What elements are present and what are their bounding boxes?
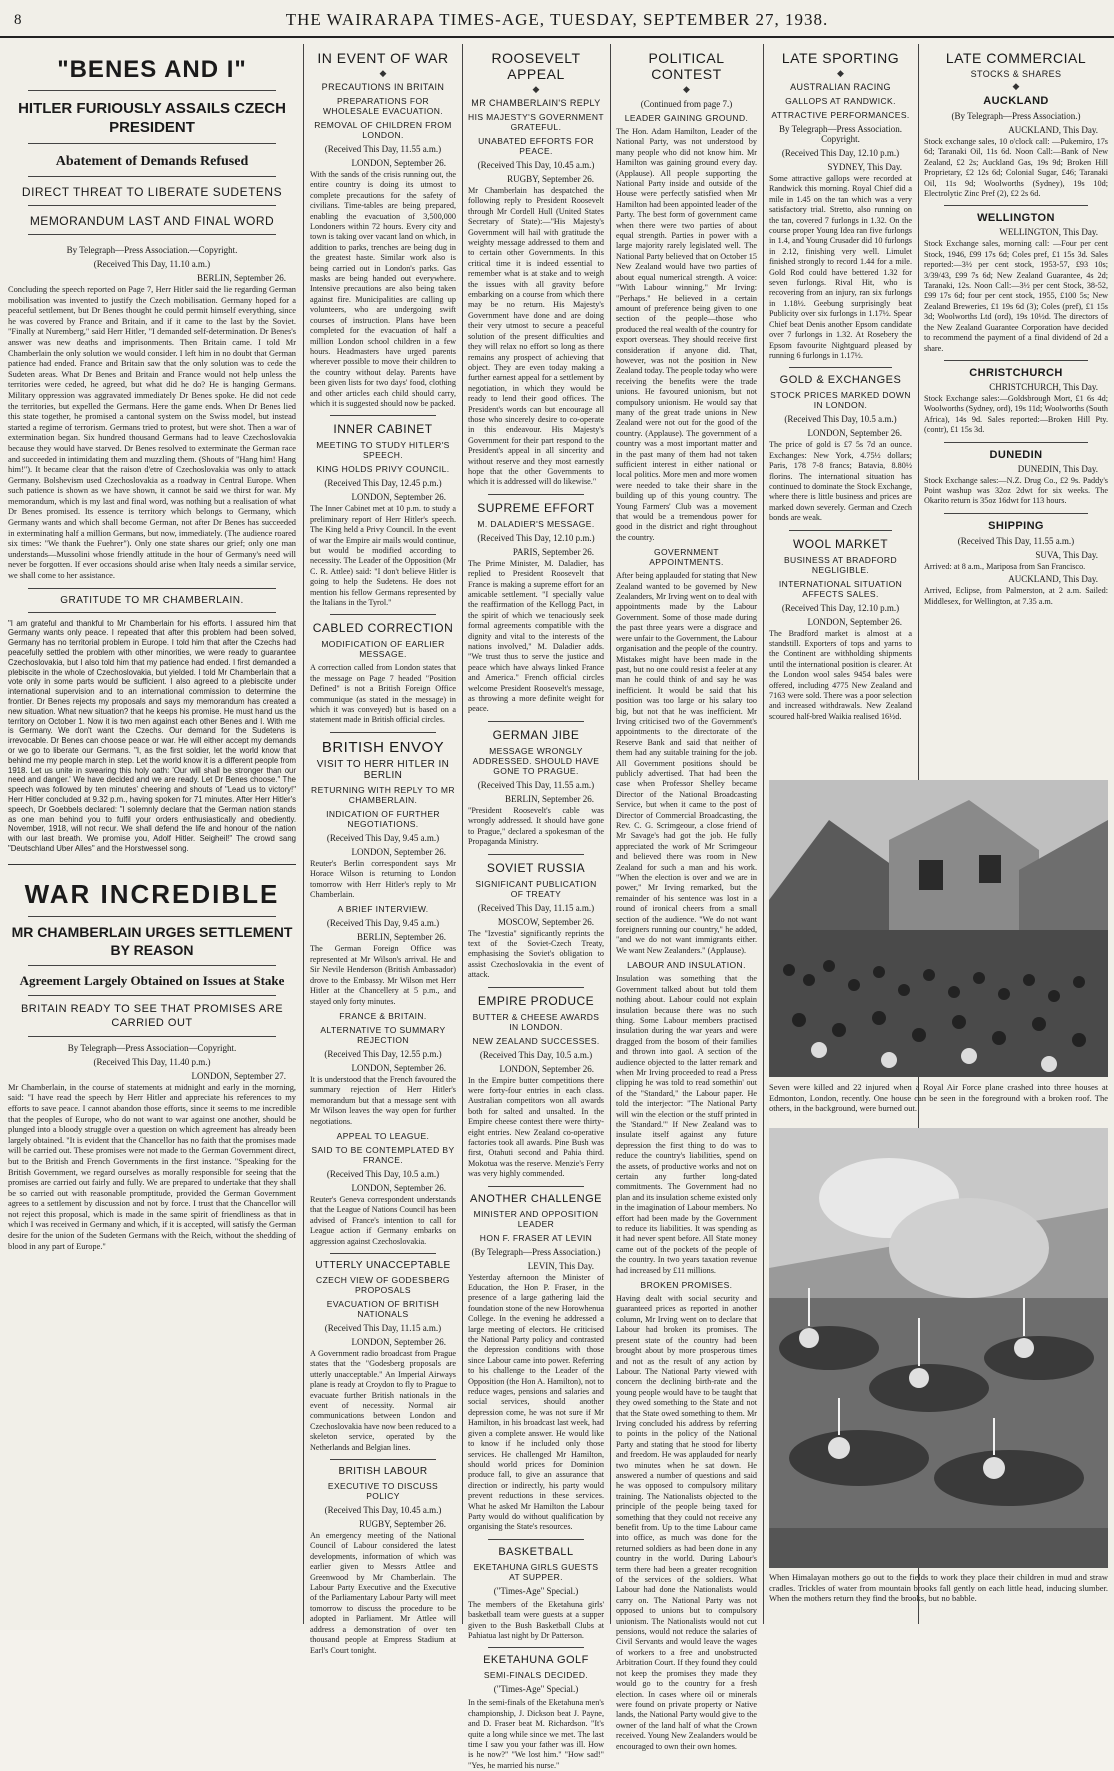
dateline: LONDON, September 26. [807,616,902,627]
page-number: 8 [14,12,22,28]
subhead-wellington: WELLINGTON [977,212,1055,225]
dateline: AUCKLAND, This Day. [1008,125,1098,135]
received-time: (Received This Day, 9.45 a.m.) [326,918,440,929]
subhead: MR CHAMBERLAIN'S REPLY [471,98,601,108]
subhead-soviet-russia: SOVIET RUSSIA [486,860,586,875]
section-roosevelt-appeal: ROOSEVELT APPEAL [491,50,581,82]
subhead: LABOUR AND INSULATION. [627,960,746,971]
dateline: LONDON, September 26. [351,846,446,857]
headline-war-incredible: WAR INCREDIBLE [24,878,280,909]
photo-caption-plane-crash: Seven were killed and 22 injured when a Royal Air Force plane crashed into three houses at Edmonton, London, recently. One house can be seen in the foreground with a broken roof. The others, in the background, were burned out. [769,1082,1108,1113]
received-time: (Received This Day, 9.45 a.m.) [326,832,440,843]
article-body: Stock Exchange sales, morning call: —Four per cent Stock, 1946, £99 17s 6d; Coles pref, £1 15s 3d. Sales reported:—3½ per cent stock, 1953-57, £93 10s; 3/39/43, £99 7s 6d; New Zealand Guarantee, 4s 2d; Taranaki, 12s. Noon Call:—3½ per cent Stock, 38-52, £99 17s 6d; four per cent stock, 1955, £100 5s; New Zealand Breweries, £1 19s 6d (3); Coles (pref), £1 15s 3d; Woolworths Ltd (ord), 19s 10½d. The directors of the New Zealand Guarantee Corporation have decided to recommend the payment of a final dividend of 2d a share. [924,239,1108,353]
divider [944,205,1088,206]
section-in-event-of-war: IN EVENT OF WAR [317,50,449,66]
subhead: AUSTRALIAN RACING [790,82,891,92]
subhead: MINISTER AND OPPOSITION LEADER [473,1208,599,1229]
article-body: Reuter's Geneva correspondent understands that the League of Nations Council has been advised of France's intention to call for League action if Germany embarks on aggression against Czechoslovakia. [310,1194,456,1246]
dinkus-ornament: ◆ [683,85,690,95]
divider [488,987,584,988]
subhead: MODIFICATION OF EARLIER MESSAGE. [321,639,445,660]
dinkus-ornament: ◆ [379,69,387,79]
subhead: BUTTER & CHEESE AWARDS IN LONDON. [472,1011,600,1032]
dateline: LONDON, September 27. [191,1070,286,1081]
article-body: Stock Exchange sales:—Goldsbrough Mort, £1 6s 4d; Woolworths (Sydney, ord), 19s 11d; Woolworths (South Africa), 14s 9d. Sales reported:—Broken Hill Pty. (contr), £1 15s 3d. [924,393,1108,435]
divider [28,205,276,206]
subhead: LEADER GAINING GROUND. [624,113,749,123]
dateline: RUGBY, September 26. [507,174,594,184]
article-body: Having dealt with social security and guaranteed prices as reported in another column, Mr Irving went on to declare that Labour had broken its promises. The present state of the country had been brought about by more prosperous times and not as the result of any action by Labour. The National Party viewed with concern the declining birth-rate and the young people would have to be taught that they owed something to the State and not that the State owed something to them. Mr Irving concluded his address by referring to points in the policy of the National Party and stating that he stood for liberty and freedom. He was applauded for nearly two minutes when he sat down. He answered a number of questions and said he was opposed to compulsory military training. The Nationalists objected to the principle of the people being taxed for something that they could not receive any benefit from. Up to the time Labour came into office, as much was done for the returned soldiers as had been done in any country in the world. During Labour's term there had been a greater recognition of the services of the soldiers. What Labour had done the Nationalists would carry on. The National Party was not opposed to unions but to compulsory unionism. The Nationalists would not cut pensions, would not reduce the salaries of Civil Servants and would leave the wages of workers to a free and unobstructed Arbitration Court. If they found they could not keep the promises they made they would go to the country for a fresh election. In cases where oil or minerals were found on private property or Native lands, the National Party would give to the owner of the land half of what the Crown received. Young New Zealanders would be encouraged to own their own homes. [616,1294,757,1751]
article-body: Arrived, Eclipse, from Palmerston, at 2 a.m. Sailed: Middlesex, for Wellington, at 7.35 a.m. [924,586,1108,606]
divider [330,732,436,733]
divider [28,143,276,144]
article-body: The Inner Cabinet met at 10 p.m. to study a preliminary report of Herr Hitler's speech. The King held a Privy Council. In the event of war the Empire air mails would continue, but would be modified according to necessity. The Leader of the Opposition (Mr C. R. Attlee) said: "I don't believe Hitler is going to help the Sudetens. He does not mention his fellow Germans represented by the Italians in the Tyrol." [310,504,456,607]
photo-himalayan-cradles-art [769,1128,1108,1568]
received-time: (Received This Day, 10.5 a.m.) [479,1049,593,1060]
dateline: SYDNEY, This Day. [827,162,902,172]
article-body: The "Izvestia" significantly reprints the text of the Soviet-Czech Treaty, emphasising the Soviet's obligation to assist Czechoslovakia in the event of attack. [468,928,604,980]
article-body: The price of gold is £7 5s 7d an ounce. Exchanges: New York, 4.75½ dollars; Paris, 178 7-8 francs; Batavia, 8.80½ florins. The international situation has continued to dominate the Stock Exchange, where there is little business and prices are marked down severely. German and Czech bonds are weak. [769,440,912,523]
received-time: (Received This Day, 12.10 p.m.) [781,602,900,613]
divider [8,864,296,865]
subhead: CZECH VIEW OF GODESBERG PROPOSALS [316,1274,450,1295]
section-political-contest: POLITICAL CONTEST [648,50,725,82]
received-time: (Received This Day, 10.5 a.m.) [784,414,897,425]
subhead-wool-market: WOOL MARKET [792,536,889,551]
dinkus-ornament: ◆ [1012,82,1020,92]
dateline: DUNEDIN, This Day. [1017,463,1098,474]
subhead: NEW ZEALAND SUCCESSES. [472,1035,600,1046]
subhead: UNABATED EFFORTS FOR PEACE. [478,136,594,156]
received-time: (Received This Day, 11.55 a.m.) [477,779,595,790]
section-late-sporting: LATE SPORTING [781,50,900,66]
subhead: MESSAGE WRONGLY ADDRESSED. SHOULD HAVE GONE TO PRAGUE. [472,745,600,776]
article-body: In the semi-finals of the Eketahuna men's championship, J. Dickson beat J. Payne, and D. Fraser beat M. Richardson. "It's quite a long while since we met. The last time I saw you your father was ill. How is he now?" "We lost him." "How sad!" "Yes, he married his nurse." [468,1698,604,1770]
dateline: LONDON, September 26. [499,1063,594,1074]
article-body: Stock Exchange sales:—N.Z. Drug Co., £2 9s. Paddy's Point washup was 32oz 2dwt for six weeks. The Okarito return is 35oz 16dwt for 113 hours. [924,475,1108,506]
article-body: Reuter's Berlin correspondent says Mr Horace Wilson is returning to London tomorrow with Herr Hitler's reply to Mr Chamberlain. [310,858,456,900]
column-rule [303,44,304,1624]
dateline: LONDON, September 26. [351,1062,446,1073]
subhead: GOVERNMENT APPOINTMENTS. [649,547,724,568]
subhead: HON F. FRASER AT LEVIN [479,1232,593,1243]
subhead: SAID TO BE CONTEMPLATED BY FRANCE. [311,1144,455,1165]
column-political-contest [616,44,757,1751]
column-in-event-of-war [310,44,456,1655]
dateline: CHRISTCHURCH, This Day. [989,381,1098,392]
subhead-cabled-correction: CABLED CORRECTION [312,621,454,636]
divider [944,442,1088,443]
article-body: It is understood that the French favoured the summary rejection of Herr Hitler's memorandum but that a message sent with Mr Wilson leaves the way open for further negotiations. [310,1074,456,1126]
newspaper-title: THE WAIRARAPA TIMES-AGE, TUESDAY, SEPTEMBER 27, 1938. [285,10,829,29]
dateline: LONDON, September 26. [351,1336,446,1347]
subhead: BROKEN PROMISES. [640,1280,733,1291]
column-rule [610,44,611,1624]
dateline: BERLIN, September 26. [357,932,446,943]
divider [488,1186,584,1187]
dateline: LONDON, September 26. [807,428,902,439]
received-time: (Received This Day, 12.45 p.m.) [324,478,442,489]
headline-benes: "BENES AND I" [57,56,247,83]
photo-caption-himalayan: When Himalayan mothers go out to the fields to work they place their children in mud and straw cradles. Trickles of water from mountain brooks fall gently on each little head, inducing slumber. When the mothers return they find the brooks, but no babble. [769,1572,1108,1603]
article-body: Insulation was something that the Government talked about but told them nothing about. Labour could not explain insulation because there was no such thing. Some Labour members practised insulation during the war years and were dragged from the bosom of their families and thrown into gaol. A section of the audience objected to the latter remark and when Mr Irving proceeded to read a Press clipping he was told to read somethin' out of the "Standard," the Labour paper. He told the interjector: "The National Party will win the election or the stuff printed in the 'Standard.'" If New Zealand was to insulate itself against any future depression the first thing to do was to reduce the country's liabilities, spend on the assets, of productive works and not on certain any further long-dated commitments. The Government had no plan and its insulation scheme existed only in the imagination of Labour members. No effort had been made by the Government to reduce its liabilities. It was spending as it had never spent before. All State money came out of the pockets of the people of the country. In two years taxation revenue had increased by £11 millions. [616,974,757,1275]
received-time: (Received This Day, 12.10 p.m.) [781,148,900,158]
dateline: PARIS, September 26. [512,546,594,557]
article-body: The Prime Minister, M. Daladier, has replied to President Roosevelt that France is making a supreme effort for an amicable settlement. "I specially value the reaffirmation of the Kellogg Pact, in the spirit of which we tenaciously seek formal agreements compatible with the dignity and vital to the interests of the nations involved," M. Daladier adds. "We trust thus to serve the justice and peace which have always linked France and America." French official circles welcome President Roosevelt's message, as throwing a more definite weight for peace. [468,558,604,714]
received-time: (Received This Day, 11.55 a.m.) [324,144,442,154]
continued-note: (Continued from page 7.) [640,99,733,109]
dateline: SUVA, This Day. [1035,549,1098,560]
subhead: EXECUTIVE TO DISCUSS POLICY [327,1481,439,1502]
received-time: (Received This Day, 12.10 p.m.) [477,532,595,543]
subhead: KING HOLDS PRIVY COUNCIL. [316,464,450,475]
divider [488,1539,584,1540]
dateline: RUGBY, September 26. [359,1519,446,1530]
subhead: PREPARATIONS FOR WHOLESALE EVACUATION. [322,96,444,116]
column-roosevelt-appeal [468,44,604,1770]
byline: (By Telegraph—Press Association.) [471,1246,601,1257]
byline: By Telegraph—Press Association. Copyright. [779,124,902,144]
column-benes-and-i [8,44,296,1624]
dateline: LEVIN, This Day. [527,1260,594,1271]
subhead-memorandum: MEMORANDUM LAST AND FINAL WORD [29,214,275,228]
divider [488,1647,584,1648]
subhead-dunedin: DUNEDIN [989,448,1043,461]
subhead: M. DALADIER'S MESSAGE. [477,518,595,529]
subhead: INDICATION OF FURTHER NEGOTIATIONS. [326,808,440,829]
subhead: STOCK PRICES MARKED DOWN IN LONDON. [770,390,911,411]
subhead-eketahuna-golf: EKETAHUNA GOLF [483,1654,589,1667]
received-time: (Received This Day, 11.40 p.m.) [93,1056,211,1067]
dateline: BERLIN, September 26. [505,793,594,804]
divider [330,614,436,615]
subhead: SEMI-FINALS DECIDED. [483,1670,589,1681]
subhead-british-envoy: BRITISH ENVOY [321,738,445,756]
divider [944,360,1088,361]
subhead: BUSINESS AT BRADFORD NEGLIGIBLE. [783,554,897,575]
subhead-abatement: Abatement of Demands Refused [55,154,249,169]
subhead: EKETAHUNA GIRLS GUESTS AT SUPPER. [473,1561,599,1582]
article-body: The German Foreign Office was represented at Mr Wilson's arrival. He and Sir Nevile Henderson (British Ambassador) drove to the Embassy. Mr Wilson met Herr Hitler at the Chancellery at 5 p.m., and stayed only forty minutes. [310,944,456,1006]
divider [28,1036,276,1037]
subhead: FRANCE & BRITAIN. [339,1010,427,1021]
masthead [0,0,1114,38]
article-body: After being applauded for stating that New Zealand wanted to be governed by New Zealanders, Mr Irving went on to deal with appointments made by the Labour Government. Some of those made during the past three years were a disgrace and were unfair to the Government, the Labour organisation and the people of the country. Mistakes might have been made in the past, but no one could resist a feeler at any man he could think of and say he was inefficient. It would be said that his position was too large or his salary too big, but not that he was inefficient. Mr Irving criticised two of the Government's appointments to the directorate of the Reserve Bank and said that neither of them had any suitable training for the job. All Government positions should be publicly advertised. That had been the case when Professor Shelley became Director of the National Broadcasting Service, but when it came to the post of Director of Commercial Broadcasting, the Rev. C. G. Scrimgeour, a close friend of Mr Savage's had got the job. He fully appreciated the work of Mr Scrimgeour and believed there was room in New Zealand for such a man and his work. "When the election is over and we are in power," Mr Irving remarked, but the remainder of his sentence was lost in a round of ironical cheers from a small section of the audience. "We do not want foreigners running our country," he added, "and we do not want immigrants either. We want New Zealanders." (Applause). [616,571,757,955]
divider [488,854,584,855]
subhead-another-challenge: ANOTHER CHALLENGE [470,1192,602,1205]
divider [789,530,892,531]
divider [330,1253,436,1254]
subhead-agreement: Agreement Largely Obtained on Issues at Stake [19,972,285,988]
subhead-christchurch: CHRISTCHURCH [969,366,1063,379]
article-body: With the sands of the crisis running out, the entire country is doing its utmost to complete precautions for the safety of civilians. Time-tables are being prepared, enabling the evacuation of 3,500,000 Londoners within 72 hours. Every city and town is taking over vacant land on which, in addition to parks, trenches are being dug in the greatest haste. Similar work also is being carried out in London's parks. Gas masks are being handed out everywhere. Intensive precautions are also being taken against fire. Municipalities are calling up volunteers, who are undergoing swift courses of instruction. Plans have been completed for the evacuation of half a million London school children in a few hours. Headmasters have urged parents wherever possible to move their children to the country without delay. Parents have been given lists for two days' food, clothing and other articles each child should carry, which it is suggested should now be packed. [310,170,456,408]
subhead: GALLOPS AT RANDWICK. [785,96,896,106]
subhead: STOCKS & SHARES [970,69,1062,79]
divider [330,415,436,416]
received-time: (Received This Day, 11.10 a.m.) [93,259,211,269]
article-body: Some attractive gallops were recorded at Randwick this morning. Royal Chief did a mile in 1.45 on the tan which was a very satisfactory trial. Stretto, also running on the tan, covered 7 furlongs in 1.32. On the course proper Young Idea ran five furlongs in 1.4, and Young Crusader did 10 furlongs in 2.12, finishing very well. Limulet finished strongly to record 1.44 for a mile. Gold Rod could have bettered 1.32 for seven furlongs. Rival Hit, who is recovering from an injury, ran six furlongs in 1.18½. Geebung surprisingly beat Publicity over six furlongs in 1.17½. Spear Chief beat Denis another Epsom candidate over 7 furlongs in 1.32. At Rosebery the Epsom favourite Nightguard pleased by running 6 furlongs in 1.17½. [769,174,912,360]
divider [28,176,276,177]
article-body: A correction called from London states that the message on Page 7 headed "Position Defined" is not a British Foreign Office communique (as stated in the message) in which it was conveyed) but is based on a statement made in British official circles. [310,663,456,725]
divider [28,612,276,613]
subhead-shipping: SHIPPING [988,519,1044,532]
subhead-gratitude: GRATITUDE TO MR CHAMBERLAIN. [60,594,244,606]
article-body: An emergency meeting of the National Council of Labour considered the latest developments, information of which was earlier given to Messrs Attlee and Greenwood by Mr Chamberlain. The Labour Party Executive and the Executive of the Parliamentary Labour Party will meet tomorrow to discuss the procedure to be adopted in Parliament. Mr Attlee will address a demonstration of over ten thousand people at Empress Stadium at Earl's Court tonight. [310,1531,456,1655]
subhead-direct-threat: DIRECT THREAT TO LIBERATE SUDETENS [21,185,283,199]
article-body: "President Roosevelt's cable was wrongly addressed. It should have gone to Prague," declared a spokesman of the Propaganda Ministry. [468,805,604,847]
subhead-german-jibe: GERMAN JIBE [492,727,580,742]
received-time: (Received This Day, 10.45 a.m.) [477,160,595,170]
article-body: In the Empire butter competitions there were forty-four entries in each class. Australian competitors won all awards both for salted and unsalted. In the Empire cheese contest there were thirty-eight entries. New Zealand co-operative factories took all awards. Pine Bush was first, Otahuti second and Pahia third. Mokotua was the reserve. Menzie's Ferry was very highly commended. [468,1075,604,1179]
article-body: The Bradford market is almost at a standstill. Exporters of tops and yarns to the Continent are withholding shipments until the international position is clearer. At the London wool sales 9454 bales were offered, including 4775 New Zealand and 7163 were sold. There was a poor selection and increased withdrawals. New Zealand scoured half-bred Waikia realised 16½d. [769,628,912,721]
dinkus-ornament: ◆ [837,69,844,79]
dateline: BERLIN, September 26. [197,273,286,283]
dateline: LONDON, September 26. [351,158,446,168]
article-body: A Government radio broadcast from Prague states that the "Godesberg proposals are utterly unacceptable." An Imperial Airways plane is ready at Croydon to fly to Prague to evacuate further British nationals in the event of necessity. Normal air communications between London and Czechoslovakia have now been reduced to a skeleton service, operated by the Netherlands and Belgian lines. [310,1348,456,1452]
divider [28,90,276,91]
divider [28,995,276,996]
article-body: "I am grateful and thankful to Mr Chamberlain for his efforts. I assured him that Germany wants only peace. I repeated that after this problem had been solved, Germany has no territorial problem in Europe. I told him that after the Czechs had peacefully settled the problem with other minorities, we were ready to guarantee Czechoslovakia, but I also told him that my patience had ended. I first demanded a plebiscite in the whole of Czechoslovakia, but yielded. I told Mr Chamberlain that a vote only in some parts would be sufficient. I also agreed to a plebiscite under international supervision and to an international commission to determine the frontier. Dr Benes rejects my proposals and says my memorandum has created a new situation. What new situation? that he keeps his promise. He must hand us the territory on October 1. Now it is two men against each other Benes and I. With me is Germany. We don't want the Czechs. Our demand for the Sudetens is irrevocable. Dr Benes can choose peace or war. He will either accept my demands or we go to liberate our Germans. "I, as the first soldier, let the world know that behind me my people march in step. Let the world know it is a different people from 1918. Let us unite in swearing this holy oath: 'Our will shall be stronger than our need and danger.' We have decided and we are ready. Let Dr Benes choose." The speech was followed by ten minutes' cheering and shouts of "Lead us to victory!" Herr Hitler concluded at 9.32 p.m., having spoken for 71 minutes. After Herr Hitler's speech, Dr Goebbels declared: "I solemnly declare that the German nation stands as one man behind you to fulfil your orders enthusiastically and obediently. November, 1918, will not recur. We shall defend the life and honour of the nation with our last breath. We promise you, Adolf Hitler. Seigheil!" The crowd sang "Deutschland Uber Alles" and the Horstwessel song. [8,618,296,853]
subhead-chamberlain-urges: MR CHAMBERLAIN URGES SETTLEMENT BY REASON [11,923,293,958]
divider [488,494,584,495]
divider [789,367,892,368]
column-rule [462,44,463,1624]
subhead: SIGNIFICANT PUBLICATION OF TREATY [475,878,597,899]
received-time: (Received This Day, 11.15 a.m.) [324,1322,442,1333]
article-body: The Hon. Adam Hamilton, Leader of the National Party, was not understood by many people who did not know him. Mr Hamilton was gaining ground every day. (Applause). All people supporting the National Party inside and outside of the House were perfectly satisfied when Mr Hamilton had been appointed leader of the Party. The best form of government came when there were two parties of about equal strength. Parties in power with a large majority rarely legislated well. The National Party believed that on October 15 New Zealand would have two parties of about equal numerical strength. A voice: "With Labour winning." Mr Irving: "Perhaps." He believed in a certain amount of preference being given to one section of the people—those who produced the real wealth of the country for export overseas. They should receive first consideration if anyone did. That, however, was not the position in New Zealand today. The people today who were receiving the benefits were the trade unions. He favoured unionism, but not compulsory unionism. He would say that many of the great trade unions in New Zealand were not out for the good of the country. (Applause). The government of a country was a most important matter and in the past many of them had not taken sufficient interest in either national or local politics. More men and more women were needed to take their share in the building up of this young country. The Young Farmers' Club was a movement that would be a tremendous power for good in the district and right throughout the country. [616,127,757,542]
subhead: REMOVAL OF CHILDREN FROM LONDON. [314,120,452,140]
article-body: The members of the Eketahuna girls' basketball team were guests at a supper given to the Bush Basketball Clubs at Pahiatua last night by Dr Patterson. [468,1599,604,1640]
column-late-commercial [924,44,1108,664]
received-time: (Received This Day, 11.55 a.m.) [957,535,1075,546]
subhead: ALTERNATIVE TO SUMMARY REJECTION [320,1024,446,1045]
dateline: LONDON, September 26. [351,492,446,503]
dateline: AUCKLAND, This Day. [1008,574,1098,585]
article-body: Mr Chamberlain has despatched the following reply to President Roosevelt through Mr Cordell Hull (United States Secretary of State):—"His Majesty's Government will hail with gratitude the weighty message addressed to them and to certain other Governments. In this critical time it is indeed essential to remember what is at stake and to weigh the issues with all gravity before embarking on a course from which there may be no return. His Majesty's Government have done and are doing their very utmost to secure a peaceful solution of the present difficulties and they will relax no effort so long as there remains any prospect of achieving that object. They are even today making a further earnest appeal for a settlement by negotiation, in which they would be ready to lend their good offices. The President's words can but encourage all those who sincerely desire to co-operate in this endeavour. His Majesty's Government for their part respond to the President's appeal in all sincerity and without reserve and they most earnestly hope that the other Governments to which it is addressed will do likewise." [468,186,604,487]
article-body: Stock exchange sales, 10 o'clock call: —Pukemiro, 17s 6d; Taranaki Oil, 11s 6d. Noon Call:—Bank of New Zealand, £2 2s; Auckland Gas, 19s 9d; Broken Hill Proprietary, £2 12s 6d; Colonial Sugar, £46; Taranaki Oil, 11s 9d; Woolworths (Sydney), 19s 10d; Electrolytic Zinc Pref (2), £2 2s 6d. [924,137,1108,199]
subhead: ATTRACTIVE PERFORMANCES. [771,110,910,120]
received-time: (Received This Day, 12.55 p.m.) [324,1048,442,1059]
subhead-utterly-unacceptable: UTTERLY UNACCEPTABLE [315,1259,451,1271]
section-late-commercial: LATE COMMERCIAL [945,50,1087,66]
divider [944,513,1088,514]
byline: By Telegraph—Press Association.—Copyright. [66,245,238,255]
article-body: Arrived: at 8 a.m., Mariposa from San Francisco. [924,561,1086,571]
subhead: HIS MAJESTY'S GOVERNMENT GRATEFUL. [468,112,604,132]
column-rule [763,44,764,1624]
subhead: RETURNING WITH REPLY TO MR CHAMBERLAIN. [311,784,455,805]
dateline: LONDON, September 26. [351,1182,446,1193]
divider [28,965,276,966]
subhead-auckland: AUCKLAND [983,95,1049,107]
column-late-sporting [769,44,912,721]
subhead-empire-produce: EMPIRE PRODUCE [477,993,595,1008]
subhead-britain-ready: BRITAIN READY TO SEE THAT PROMISES ARE CARRIED OUT [20,1002,284,1029]
dinkus-ornament: ◆ [532,85,540,95]
subhead: A BRIEF INTERVIEW. [337,904,429,915]
subhead-basketball: BASKETBALL [498,1545,574,1558]
subhead: MEETING TO STUDY HITLER'S SPEECH. [316,440,450,461]
subhead-hitler-assails: HITLER FURIOUSLY ASSAILS CZECH PRESIDENT [18,100,286,136]
received-time: (Received This Day, 11.15 a.m.) [477,902,595,913]
subhead: VISIT TO HERR HITLER IN BERLIN [316,758,450,781]
subhead: PRECAUTIONS IN BRITAIN [321,82,445,92]
received-time: (Received This Day, 10.5 a.m.) [326,1168,440,1179]
divider [28,234,276,235]
article-body: Concluding the speech reported on Page 7, Herr Hitler said the lie regarding German mobilisation was invented to justify the Czech mobilisation. Germany hoped for a peaceful settlement, but Dr Benes thought he could permit himself everything, since he was covered by France and Britain, and if it came to the last by the Soviet. "Finally at Nuremberg," said Herr Hitler, "I demanded self-determination. Dr Benes's answer was new deaths and imprisonments. Then Britain came. I told Mr Chamberlain the only solution we would consider. I left him in no doubt that German patience had ended. France and Britain saw that the only solution was to cede the Sudeten areas. What Dr Benes and Britain and France would not help unless the territories were ceded, he agreed, but what did he do? He is hanging Germans. Military oppression was aggravated immediately Dr Benes spoke. He did not cede the territories, but expelled the Germans. Here the game ends. When Dr Benes lied this state together, he promised a cantonal system on the Swiss model, but instead started a regime of terrorism. Germans tried to protest, but were shot. Then a war of extermination began. Six hundred thousand Germans had to leave Czechoslovakia because they would have starved. Dr Benes resolved to exterminate the German race and succeeded in intimidating them and muzzling them. (Shouts of "Hang him! Hang him!"). It became clear that the raison d'etre of Czechoslovakia was only to attack Germany. Bolshevism used Czechoslovakia as a roadway in Central Europe. When such patience is shown as we have shown, it cannot be said we thirst for war. My memorandum, which is my last and final word, was nothing but a realisation of what Dr Benes promised. Its essence is territory which belongs to Germany, which Germany wants and which shall become German, not after Dr Benes has succeeded in exterminating half a million Germans, but now, immediately. (The audience roared six times: "We thank the Fuehrer"). Only one state shares our grief; only one man understands—Mussolini whose friendly attitude in the hour of Germany's need will never be forgotten. If ever occasions should arise when Italy needs a similar service, we shall come to her assistance. [8,285,296,581]
article-body: Yesterday afternoon the Minister of Education, the Hon P. Fraser, in the presence of a large gathering laid the foundation stone of the new Horowhenua College. In the evening he addressed a large meeting of electors. He criticised the National Party policy and contrasted the depression conditions with those since Labour came into power. Referring to his challenge to the Leader of the Opposition (the Hon A. Hamilton), not to reduce wages, pensions and salaries and social services, should another depression come, he was not sure if Mr Hamilton, in his broadcast last week, had given a complete answer. He would like to know if he included only those services. He challenged Mr Hamilton, should world prices for Dominion produce fall, to give an assurance that direction or indirectly, his party would prevent reductions in these services. What he asked Mr Hamilton the Labour Party would do without qualification by organising the State's resources. [468,1272,604,1532]
article-body: Mr Chamberlain, in the course of statements at midnight and early in the morning, said: "I have read the speech by Herr Hitler and appreciate his references to my efforts to save peace. I cannot abandon those efforts, since it seems to me incredible that the peoples of Europe, who do not want to war against one another, should be plunged into a bloody struggle over a question on which agreement has already been largely obtained. "It is evident that the Chancellor has no faith that the promises made will be carried out. These promises were not made to the German Government direct, but to the British and French Governments in the first instance. "Speaking for the British Government, we regard ourselves as morally responsible for seeing that the promises are carried out fairly and fully. We are prepared to undertake that they shall be so carried out with reasonable promptitude, provided the German Government agrees to a settlement by discussion and not by force. I trust that the Chancellor will not reject this proposal, which is made in the same spirit of friendliness as that in which I was received in Germany and which, if it is accepted, will satisfy the German desire for the union of the Sudeten Germans with the Reich, without the shedding of blood in any part of Europe." [8,1082,296,1251]
subhead-inner-cabinet: INNER CABINET [333,422,433,437]
divider [330,1459,436,1460]
subhead-gold-exchanges: GOLD & EXCHANGES [779,374,902,387]
subhead: INTERNATIONAL SITUATION AFFECTS SALES. [778,578,903,599]
received-time: (Received This Day, 10.45 a.m.) [324,1505,442,1516]
dateline: WELLINGTON, This Day. [999,227,1098,238]
dateline: MOSCOW, September 26. [497,916,594,927]
byline: By Telegraph—Press Association—Copyright. [67,1042,237,1053]
subhead-british-labour: BRITISH LABOUR [338,1466,428,1478]
photo-himalayan-cradles [769,1128,1108,1568]
special-credit: ("Times-Age" Special.) [493,1684,579,1695]
subhead-supreme-effort: SUPREME EFFORT [477,500,595,515]
subhead: EVACUATION OF BRITISH NATIONALS [326,1298,440,1319]
byline: (By Telegraph—Press Association.) [951,111,1081,121]
special-credit: ("Times-Age" Special.) [493,1585,579,1596]
divider [28,916,276,917]
photo-plane-crash [769,780,1108,1077]
photo-plane-crash-art [769,780,1108,1077]
divider [488,721,584,722]
divider [28,588,276,589]
subhead: APPEAL TO LEAGUE. [336,1130,430,1141]
